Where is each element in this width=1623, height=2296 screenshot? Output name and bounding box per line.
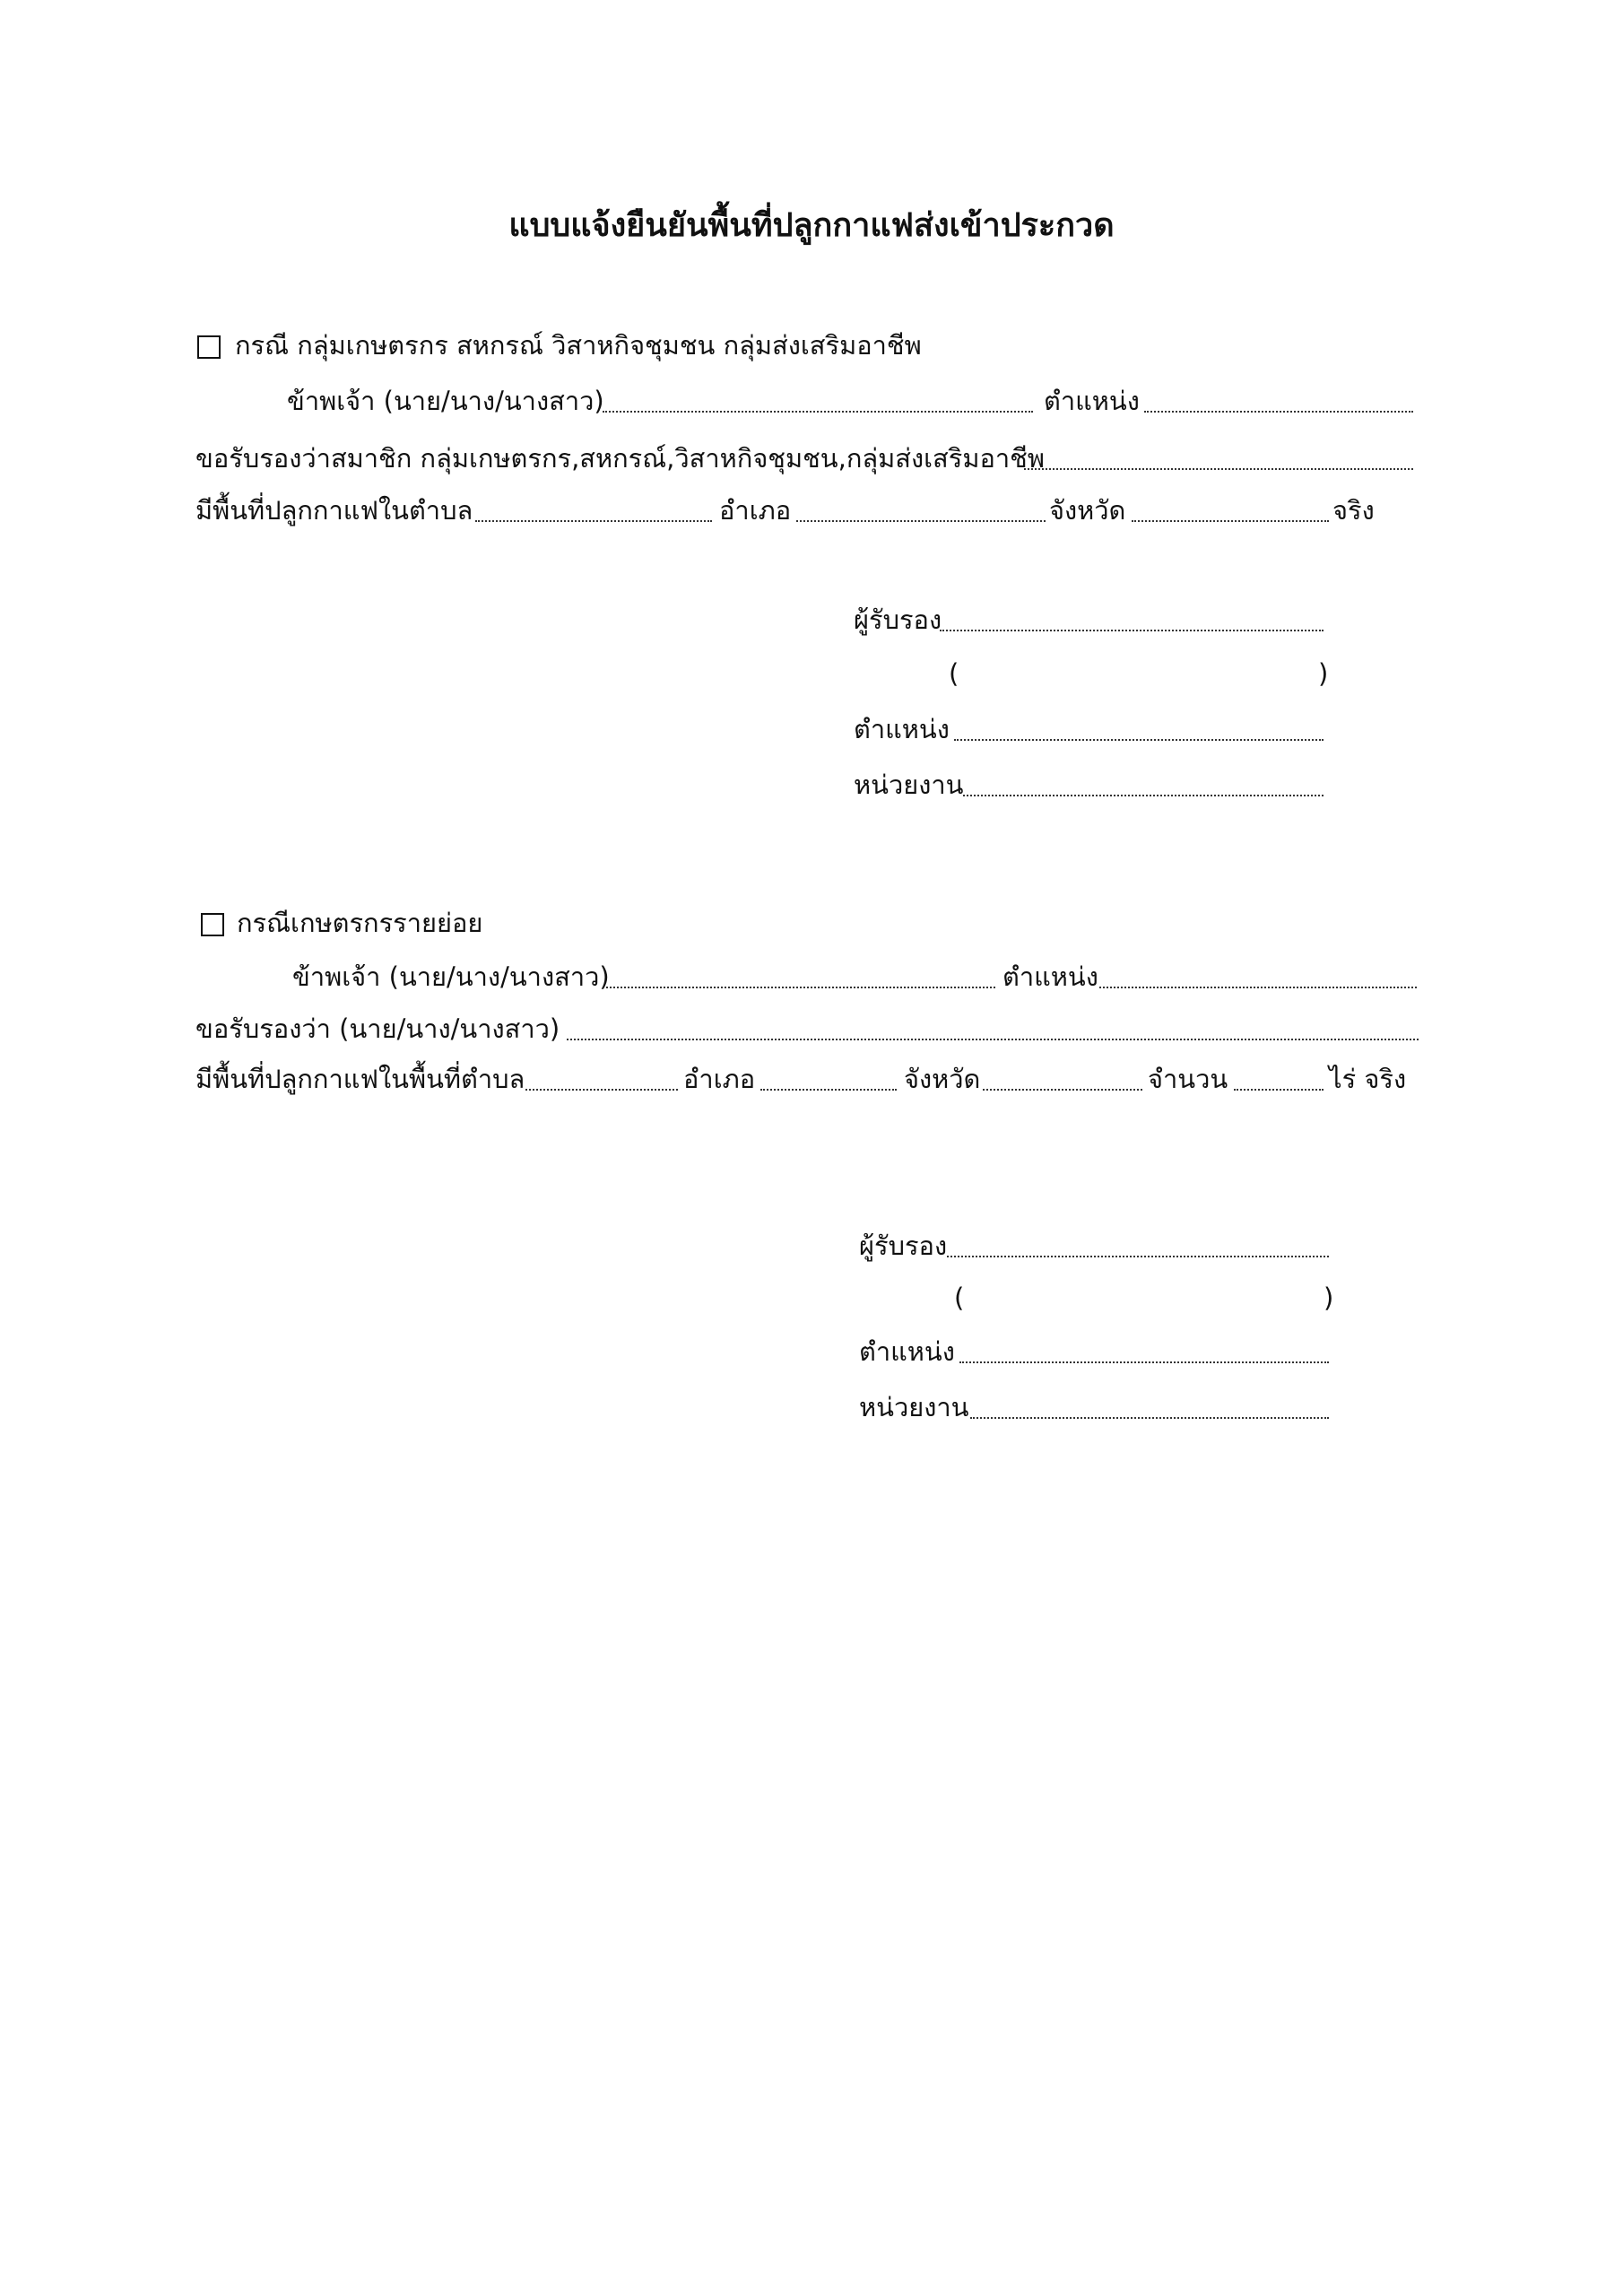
group-subdistrict-field[interactable] [475, 520, 712, 522]
individual-agency-field[interactable] [970, 1417, 1329, 1419]
group-certifier-label: ผู้รับรอง [854, 604, 942, 635]
group-sig-position-label: ตำแหน่ง [854, 714, 950, 744]
individual-position-label: ตำแหน่ง [1002, 961, 1098, 992]
individual-certifier-label: ผู้รับรอง [859, 1231, 948, 1261]
group-province-field[interactable] [1132, 520, 1329, 522]
group-agency-field[interactable] [963, 795, 1324, 796]
group-district-field[interactable] [796, 520, 1046, 522]
group-position-field[interactable] [1144, 411, 1413, 413]
individual-amount-field[interactable] [1234, 1089, 1324, 1091]
individual-province-field[interactable] [983, 1089, 1142, 1091]
individual-certify-label: ขอรับรองว่า (นาย/นาง/นางสาว) [195, 1013, 560, 1044]
group-applicant-label: ข้าพเจ้า (นาย/นาง/นางสาว) [287, 386, 604, 416]
individual-district-field[interactable] [760, 1089, 897, 1091]
group-sig-position-field[interactable] [954, 739, 1324, 741]
individual-certify-field[interactable] [567, 1039, 1419, 1040]
group-agency-label: หน่วยงาน [854, 770, 964, 800]
form-title: แบบแจ้งยืนยันพื้นที่ปลูกกาแฟส่งเข้าประกวด [508, 207, 1115, 244]
individual-sig-position-field[interactable] [959, 1361, 1329, 1363]
individual-paren-open: ( [954, 1283, 965, 1313]
group-case-label: กรณี กลุ่มเกษตรกร สหกรณ์ วิสาหกิจชุมชน กลุ่มส่งเสริมอาชีพ [235, 330, 922, 361]
group-province-label: จังหวัด [1049, 495, 1126, 526]
individual-case-checkbox[interactable] [201, 913, 224, 936]
individual-amount-label: จำนวน [1148, 1064, 1228, 1094]
group-paren-close: ) [1318, 658, 1329, 689]
group-certify-field[interactable] [1024, 468, 1413, 470]
individual-applicant-name-field[interactable] [606, 987, 995, 988]
individual-sig-position-label: ตำแหน่ง [859, 1336, 955, 1367]
group-area-label: มีพื้นที่ปลูกกาแฟในตำบล [195, 495, 473, 526]
individual-position-field[interactable] [1099, 987, 1417, 988]
individual-paren-close: ) [1324, 1283, 1334, 1313]
group-certifier-field[interactable] [940, 630, 1324, 631]
group-paren-open: ( [949, 658, 959, 689]
individual-district-label: อำเภอ [683, 1064, 756, 1094]
group-district-label: อำเภอ [719, 495, 792, 526]
individual-case-label: กรณีเกษตรกรรายย่อย [237, 908, 483, 938]
individual-applicant-label: ข้าพเจ้า (นาย/นาง/นางสาว) [292, 961, 610, 992]
group-certify-label: ขอรับรองว่าสมาชิก กลุ่มเกษตรกร,สหกรณ์,วิสาหกิจชุมชน,กลุ่มส่งเสริมอาชีพ [195, 443, 1045, 474]
individual-province-label: จังหวัด [904, 1064, 981, 1094]
group-applicant-name-field[interactable] [603, 411, 1033, 413]
individual-agency-label: หน่วยงาน [859, 1392, 969, 1422]
individual-certifier-field[interactable] [947, 1256, 1329, 1257]
group-position-label: ตำแหน่ง [1044, 386, 1140, 416]
individual-unit-true-label: ไร่ จริง [1329, 1064, 1407, 1094]
group-true-label: จริง [1332, 495, 1375, 526]
individual-subdistrict-field[interactable] [525, 1089, 678, 1091]
individual-area-label: มีพื้นที่ปลูกกาแฟในพื้นที่ตำบล [195, 1064, 525, 1094]
group-case-checkbox[interactable] [197, 335, 221, 359]
